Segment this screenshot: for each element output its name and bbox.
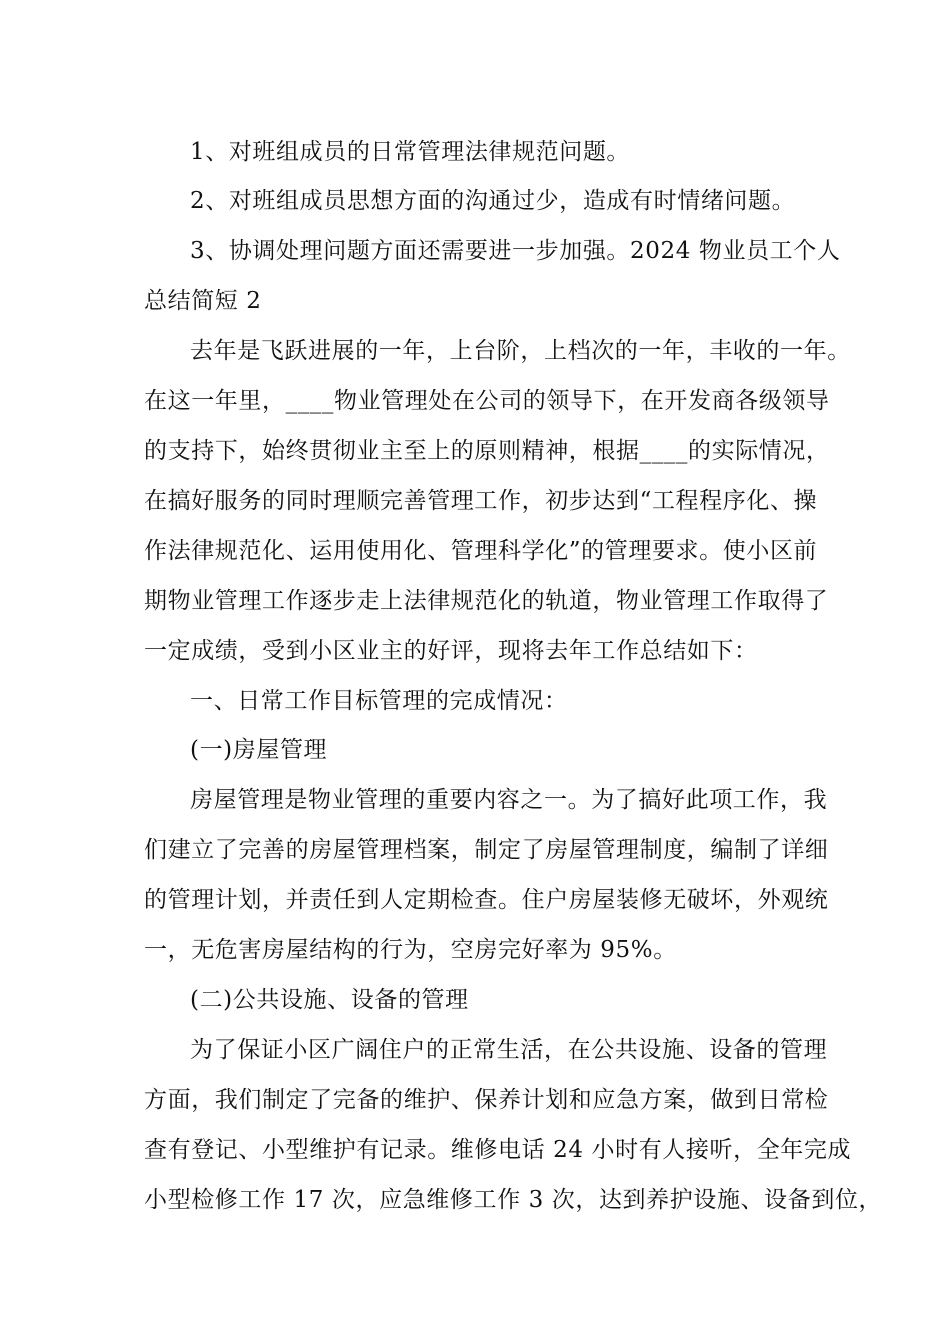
text-line-3: 3、协调处理问题方面还需要进一步加强。2024 物业员工个人: [190, 238, 841, 264]
text-line-9: 作法律规范化、运用使用化、管理科学化”的管理要求。使小区前: [144, 538, 818, 564]
text-line-2: 2、对班组成员思想方面的沟通过少，造成有时情绪问题。: [190, 188, 796, 214]
text-line-21: 查有登记、小型维护有记录。维修电话 24 小时有人接听，全年完成: [144, 1137, 852, 1163]
text-line-19: 为了保证小区广阔住户的正常生活，在公共设施、设备的管理: [190, 1037, 828, 1063]
text-line-14: 房屋管理是物业管理的重要内容之一。为了搞好此项工作，我: [190, 787, 828, 813]
text-line-22: 小型检修工作 17 次，应急维修工作 3 次，达到养护设施、设备到位，: [144, 1187, 883, 1213]
text-line-10: 期物业管理工作逐步走上法律规范化的轨道，物业管理工作取得了: [144, 588, 829, 614]
text-line-1: 1、对班组成员的日常管理法律规范问题。: [190, 139, 631, 165]
text-line-20: 方面，我们制定了完备的维护、保养计划和应急方案，做到日常检: [144, 1087, 829, 1113]
text-line-6: 在这一年里，____物业管理处在公司的领导下，在开发商各级领导: [144, 388, 830, 414]
subsection-heading-2: (二)公共设施、设备的管理: [190, 987, 469, 1013]
text-line-7: 的支持下，始终贯彻业主至上的原则精神，根据____的实际情况，: [144, 438, 830, 464]
text-line-17: 一，无危害房屋结构的行为，空房完好率为 95%。: [144, 937, 677, 963]
subsection-heading-1: (一)房屋管理: [190, 737, 328, 763]
text-line-11: 一定成绩，受到小区业主的好评，现将去年工作总结如下：: [144, 638, 758, 664]
section-heading: 一、日常工作目标管理的完成情况：: [190, 688, 568, 714]
text-line-5: 去年是飞跃进展的一年，上台阶，上档次的一年，丰收的一年。: [190, 338, 851, 364]
text-line-16: 的管理计划，并责任到人定期检查。住户房屋装修无破坏，外观统: [144, 887, 829, 913]
text-line-8: 在搞好服务的同时理顺完善管理工作，初步达到“工程程序化、操: [144, 488, 818, 514]
text-line-15: 们建立了完善的房屋管理档案，制定了房屋管理制度，编制了详细: [144, 837, 829, 863]
text-line-4: 总结简短 2: [144, 288, 262, 314]
